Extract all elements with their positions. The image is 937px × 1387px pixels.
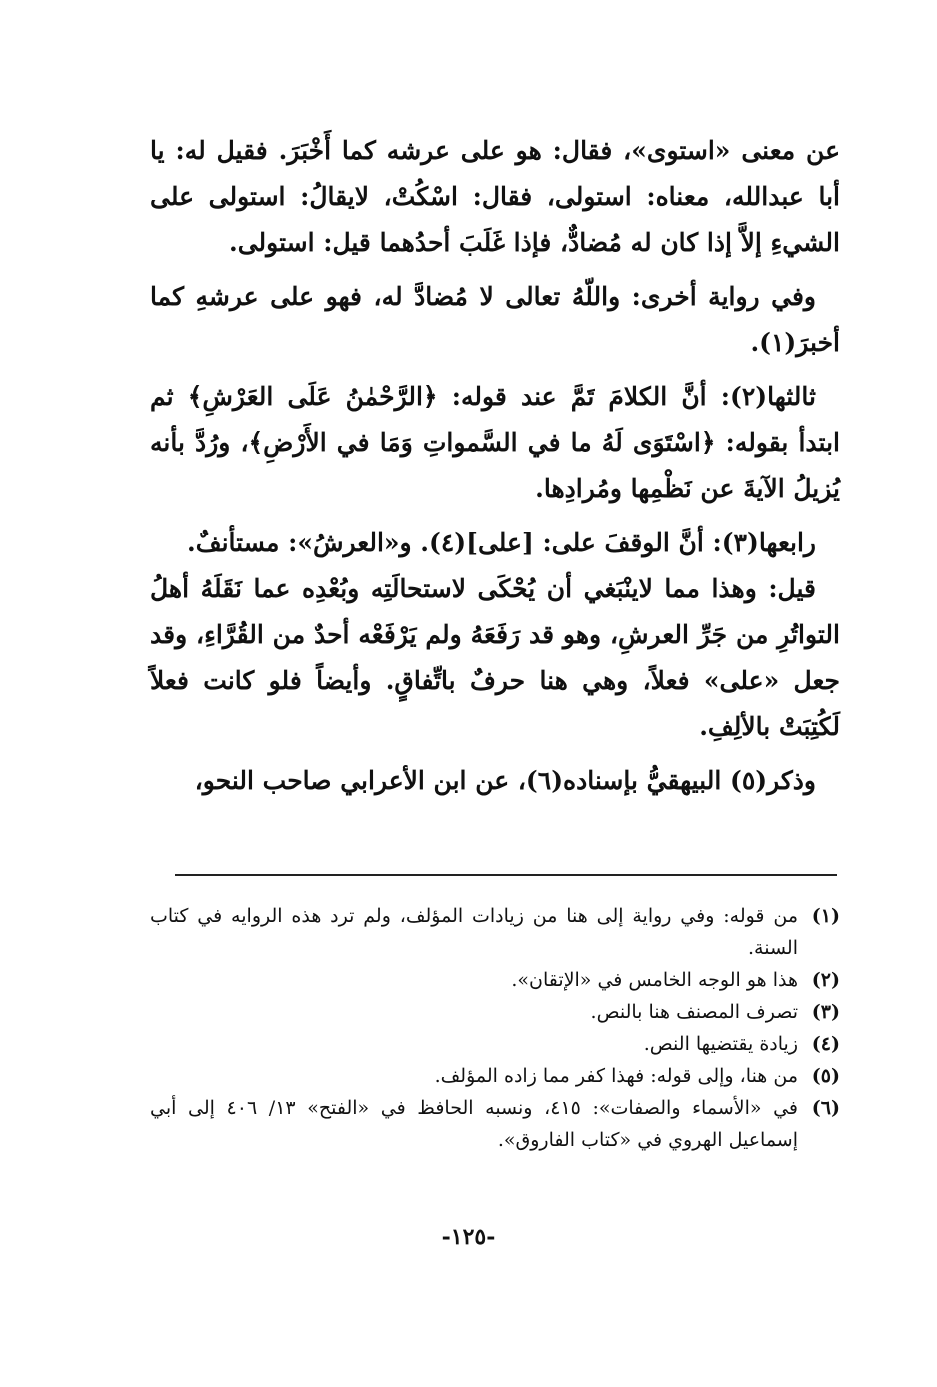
footnote-number: (٢) — [811, 969, 840, 991]
paragraph-2: وفي رواية أخرى: واللّهُ تعالى لا مُضادَّ له، فهو على عرشهِ كما أخبرَ(١). — [150, 282, 840, 357]
footnote-text: هذا هو الوجه الخامس في «الإتقان». — [511, 969, 798, 991]
main-text — [150, 128, 840, 804]
footnotes — [150, 900, 840, 1156]
paragraph-1: عن معنى «استوى»، فقال: هو على عرشه كما أَخْبَرَ. فقيل له: يا أبا عبدالله، معناه: استولى، فقال: اسْكُتْ، لايقالُ: استولى على الشيءِ إلاَّ إذا كان له مُضادٌّ، فإذا غَلَبَ أحدُهما قيل: استولى. — [150, 136, 840, 257]
footnote-2 — [150, 964, 840, 996]
footnote-6 — [150, 1092, 840, 1156]
page-number: -١٢٥- — [441, 1224, 496, 1250]
footnote-text: زيادة يقتضيها النص. — [643, 1033, 798, 1055]
footnote-text: تصرف المصنف هنا بالنص. — [590, 1001, 798, 1023]
footnote-number: (٣) — [811, 1001, 840, 1023]
footnote-1 — [150, 900, 840, 964]
footnote-number: (٥) — [811, 1065, 840, 1087]
footnote-text: من قوله: وفي رواية إلى هنا من زيادات المؤلف، ولم ترد هذه الروايه في كتاب السنة. — [150, 905, 798, 959]
paragraph-6: وذكر(٥) البيهقيُّ بإسناده(٦)، عن ابن الأعرابي صاحب النحو، — [194, 766, 816, 795]
footnote-text: من هنا، وإلى قوله: فهذا كفر مما زاده المؤلف. — [434, 1065, 798, 1087]
paragraph-5: قيل: وهذا مما لاينْبَغي أن يُحْكَى لاستحالَتِه وبُعْدِه عما نَقَلَهُ أهلُ التواتُرِ من جَرِّ العرشِ، وهو قد رَفَعَهُ ولم يَرْفَعْه أحدٌ من القُرَّاءِ، وقد جعل «على» فعلاً، وهي هنا حرفٌ باتِّفاقٍ. وأيضاً فلو كانت فعلاً لَكُتِبَتْ بالألِفِ. — [150, 574, 840, 741]
footnote-number: (٤) — [811, 1033, 840, 1055]
footnote-divider — [175, 874, 837, 876]
footnote-4 — [150, 1028, 840, 1060]
paragraph-4: رابعها(٣): أنَّ الوقفَ على: [على](٤). و«العرشُ»: مستأنفٌ. — [187, 528, 816, 557]
footnote-5 — [150, 1060, 840, 1092]
footnote-3 — [150, 996, 840, 1028]
footnote-text: في «الأسماء والصفات»: ٤١٥، ونسبه الحافظ في «الفتح» ١٣/ ٤٠٦ إلى أبي إسماعيل الهروي في «كتاب الفاروق». — [150, 1097, 799, 1151]
paragraph-3: ثالثها(٢): أنَّ الكلامَ تَمَّ عند قوله: ﴿الرَّحْمٰنُ عَلَى العَرْشِ﴾ ثم ابتدأ بقوله: ﴿اسْتَوَى لَهُ ما في السَّمواتِ وَمَا في الأَرْضِ﴾، ورُدَّ بأنه يُزيلُ الآيةَ عن نَظْمِها ومُرادِها. — [150, 382, 840, 503]
footnote-number: (١) — [811, 905, 840, 927]
footnote-number: (٦) — [811, 1097, 840, 1119]
